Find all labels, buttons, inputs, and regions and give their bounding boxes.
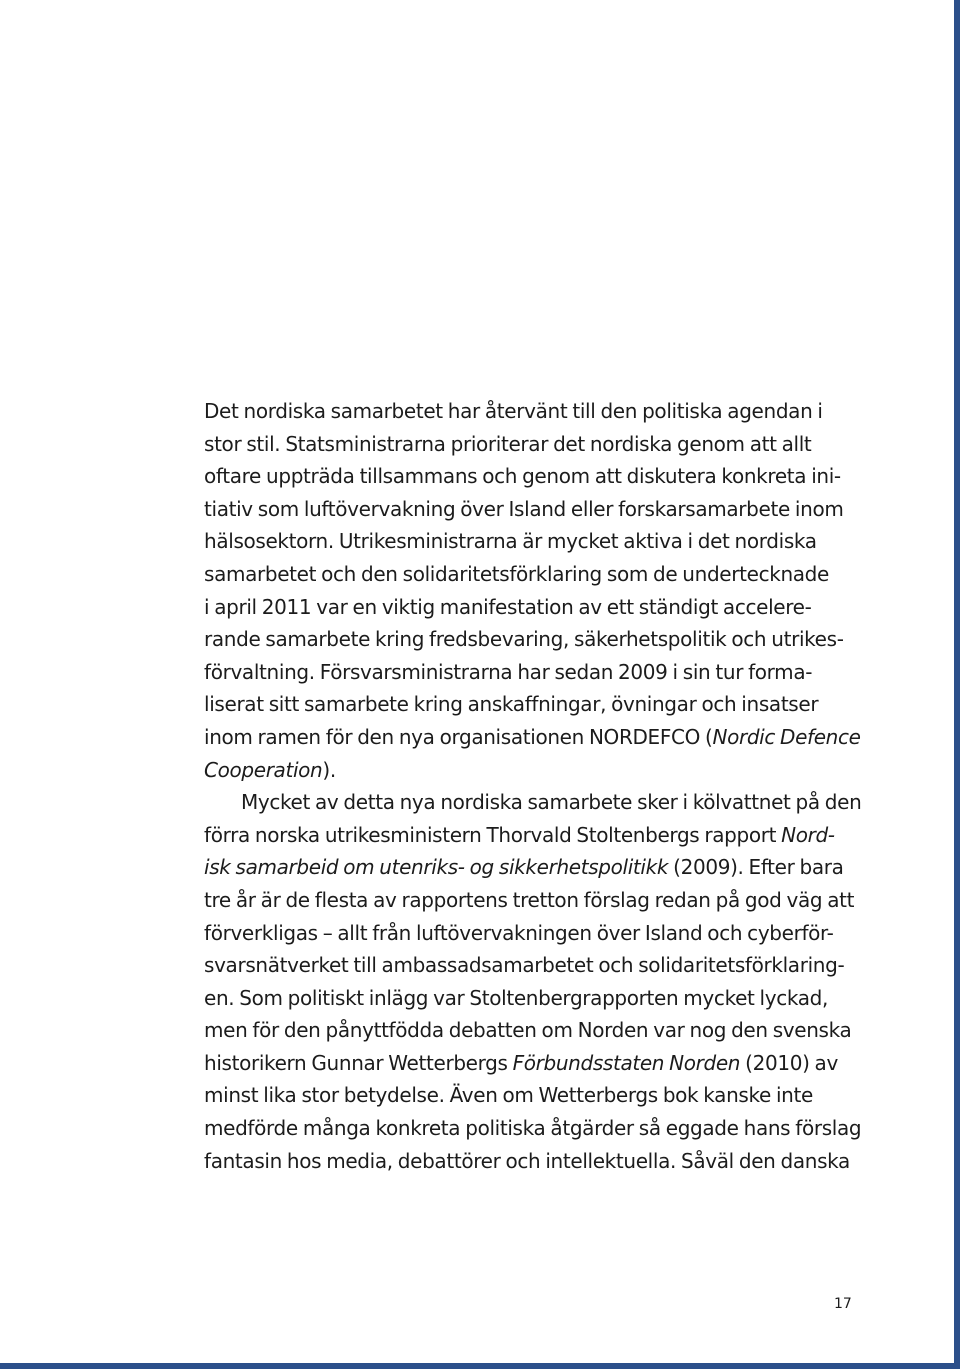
text-line (204, 656, 864, 689)
text-run: medförde många konkreta politiska åtgärder så eggade hans förslag (204, 1116, 862, 1141)
text-run: rande samarbete kring fredsbevaring, säkerhetspolitik och utrikes- (204, 627, 844, 652)
text-line (204, 1145, 864, 1178)
text-run: liserat sitt samarbete kring anskaffningar, övningar och insatser (204, 692, 819, 717)
text-line (204, 623, 864, 656)
text-line (204, 493, 864, 526)
text-run: men för den pånyttfödda debatten om Norden var nog den svenska (204, 1018, 852, 1043)
page-number: 17 (834, 1296, 852, 1312)
italic-run: Cooperation (204, 757, 323, 782)
text-line (204, 982, 864, 1015)
text-line (204, 558, 864, 591)
text-run: förvaltning. Försvarsministrarna har sedan 2009 i sin tur forma- (204, 659, 813, 684)
text-run: förverkligas – allt från luftövervakningen över Island och cyberför- (204, 920, 834, 945)
italic-run: Förbundsstaten Norden (512, 1050, 741, 1075)
body-text (204, 395, 864, 1177)
text-run: förra norska utrikesministern Thorvald Stoltenbergs rapport (204, 822, 782, 847)
text-line (204, 917, 864, 950)
text-run: svarsnätverket till ambassadsamarbetet och solidaritetsförklaring- (204, 953, 845, 978)
text-line (204, 525, 864, 558)
paragraph-1 (204, 395, 864, 786)
text-line (204, 721, 864, 754)
text-run: historikern Gunnar Wetterbergs (204, 1050, 513, 1075)
page-frame-right (954, 0, 960, 1369)
text-line (204, 851, 864, 884)
text-line (204, 754, 864, 787)
text-run: oftare uppträda tillsammans och genom att diskutera konkreta ini- (204, 464, 841, 489)
italic-run: isk samarbeid om utenriks- og sikkerhetspolitikk (204, 855, 669, 880)
italic-run: Nord- (781, 822, 835, 847)
text-line (204, 1047, 864, 1080)
paragraph-2 (204, 786, 864, 1177)
text-line (204, 395, 864, 428)
text-line (204, 949, 864, 982)
italic-run: Nordic Defence (712, 724, 861, 749)
text-run: samarbetet och den solidaritetsförklaring som de undertecknade (204, 561, 829, 586)
text-line (204, 460, 864, 493)
text-run: ). (322, 757, 336, 782)
text-line (204, 1014, 864, 1047)
text-run: Mycket av detta nya nordiska samarbete sker i kölvattnet på den (241, 790, 862, 815)
text-line (204, 1112, 864, 1145)
page-frame-bottom (0, 1363, 960, 1369)
text-line (204, 884, 864, 917)
text-line (204, 688, 864, 721)
text-run: hälsosektorn. Utrikesministrarna är mycket aktiva i det nordiska (204, 529, 817, 554)
text-line (204, 1079, 864, 1112)
text-run: stor stil. Statsministrarna prioriterar det nordiska genom att allt (204, 431, 812, 456)
text-line (204, 591, 864, 624)
text-line (204, 819, 864, 852)
text-run: minst lika stor betydelse. Även om Wetterbergs bok kanske inte (204, 1083, 813, 1108)
text-run: fantasin hos media, debattörer och intellektuella. Såväl den danska (204, 1148, 850, 1173)
text-run: Det nordiska samarbetet har återvänt till den politiska agendan i (204, 399, 823, 423)
text-run: i april 2011 var en viktig manifestation av ett ständigt accelere- (204, 594, 812, 619)
text-run: tiativ som luftövervakning över Island eller forskarsamarbete inom (204, 496, 844, 521)
text-run: tre år är de flesta av rapportens tretton förslag redan på god väg att (204, 887, 855, 912)
text-line (204, 786, 864, 819)
text-run: inom ramen för den nya organisationen NORDEFCO ( (204, 724, 713, 749)
text-run: (2009). Efter bara (668, 855, 844, 880)
text-line (204, 428, 864, 461)
text-run: (2010) av (740, 1050, 838, 1075)
text-run: en. Som politiskt inlägg var Stoltenbergrapporten mycket lyckad, (204, 985, 829, 1010)
